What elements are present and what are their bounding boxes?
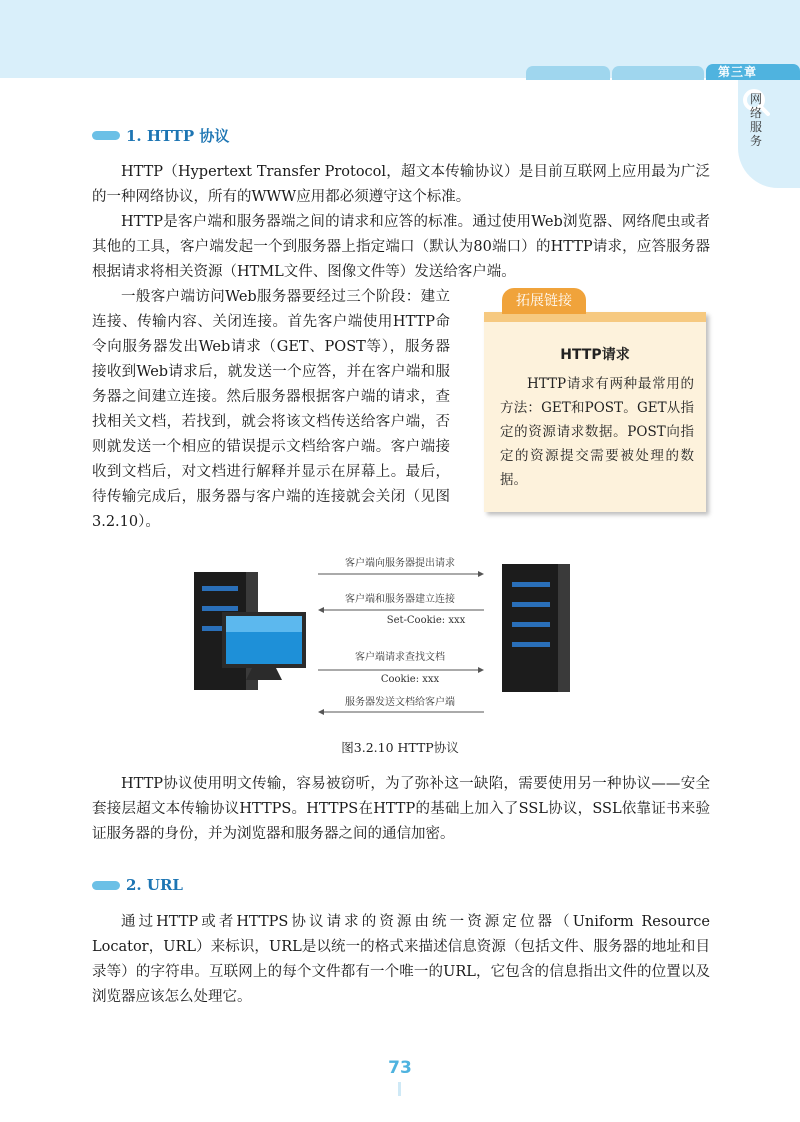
arrow-label: 客户端向服务器提出请求	[345, 558, 455, 569]
paragraph: 通过HTTP或者HTTPS协议请求的资源由统一资源定位器（Uniform Resource Locator，URL）来标识，URL是以统一的格式来描述信息资源（包括文件、服务器的地址和目录等）的字符串。互联网上的每个文件都有一个唯一的URL，它包含的信息指出文件的位置以及浏览器应该怎么处理它。	[92, 914, 710, 1005]
http-protocol-diagram	[186, 548, 602, 728]
page-number: 73	[388, 1058, 412, 1078]
page-number-tick	[398, 1082, 401, 1096]
figure-caption: 图3.2.10 HTTP协议	[341, 740, 459, 755]
heading-bar-icon	[92, 881, 120, 890]
arrow-label: 客户端和服务器建立连接	[345, 594, 455, 605]
arrow-sub-label: Set-Cookie: xxx	[386, 615, 466, 626]
section-title: 1. HTTP 协议	[126, 126, 230, 145]
chapter-label: 第三章	[718, 65, 758, 79]
header-tab-decoration	[526, 66, 610, 80]
paragraph: 一般客户端访问Web服务器要经过三个阶段：建立连接、传输内容、关闭连接。首先客户端使用HTTP命令向服务器发出Web请求（GET、POST等），服务器接收到Web请求后，就发送一个应答，并在客户端和服务器之间建立连接。然后服务器根据客户端的请求，查找相关文档，若找到，就会将该文档传送给客户端，否则就发送一个相应的错误提示文档给客户端。客户端接收到文档后，对文档进行解释并显示在屏幕上。最后，待传输完成后，服务器与客户端的连接就会关闭（见图3.2.10）。	[92, 289, 450, 530]
paragraph: HTTP是客户端和服务器端之间的请求和应答的标准。通过使用Web浏览器、网络爬虫或者其他的工具，客户端发起一个到服务器上指定端口（默认为80端口）的HTTP请求，应答服务器根据请求将相关资源（HTML文件、图像文件等）发送给客户端。	[92, 214, 710, 280]
extension-title: HTTP请求	[560, 347, 630, 363]
section-heading-http	[92, 124, 229, 146]
extension-tag: 拓展链接	[502, 288, 586, 314]
section-heading-url	[92, 874, 183, 896]
arrow-label: 客户端请求查找文档	[355, 652, 445, 663]
header-tab-decoration	[612, 66, 704, 80]
heading-bar-icon	[92, 131, 120, 140]
section-title: 2. URL	[126, 876, 183, 894]
arrow-sub-label: Cookie: xxx	[380, 674, 440, 685]
paragraph: HTTP（Hypertext Transfer Protocol，超文本传输协议）是目前互联网上应用最为广泛的一种网络协议，所有的WWW应用都必须遵守这个标准。	[92, 164, 710, 205]
side-label: 网络服务	[750, 92, 763, 148]
arrow-label: 服务器发送文档给客户端	[345, 697, 455, 708]
paragraph: HTTP协议使用明文传输，容易被窃听，为了弥补这一缺陷，需要使用另一种协议——安全套接层超文本传输协议HTTPS。HTTPS在HTTP的基础上加入了SSL协议，SSL依靠证书来验证服务器的身份，并为浏览器和服务器之间的通信加密。	[92, 776, 710, 842]
web-server-icon	[502, 564, 570, 692]
extension-body: HTTP请求有两种最常用的方法：GET和POST。GET从指定的资源请求数据。POST向指定的资源提交需要被处理的数据。	[500, 376, 694, 488]
